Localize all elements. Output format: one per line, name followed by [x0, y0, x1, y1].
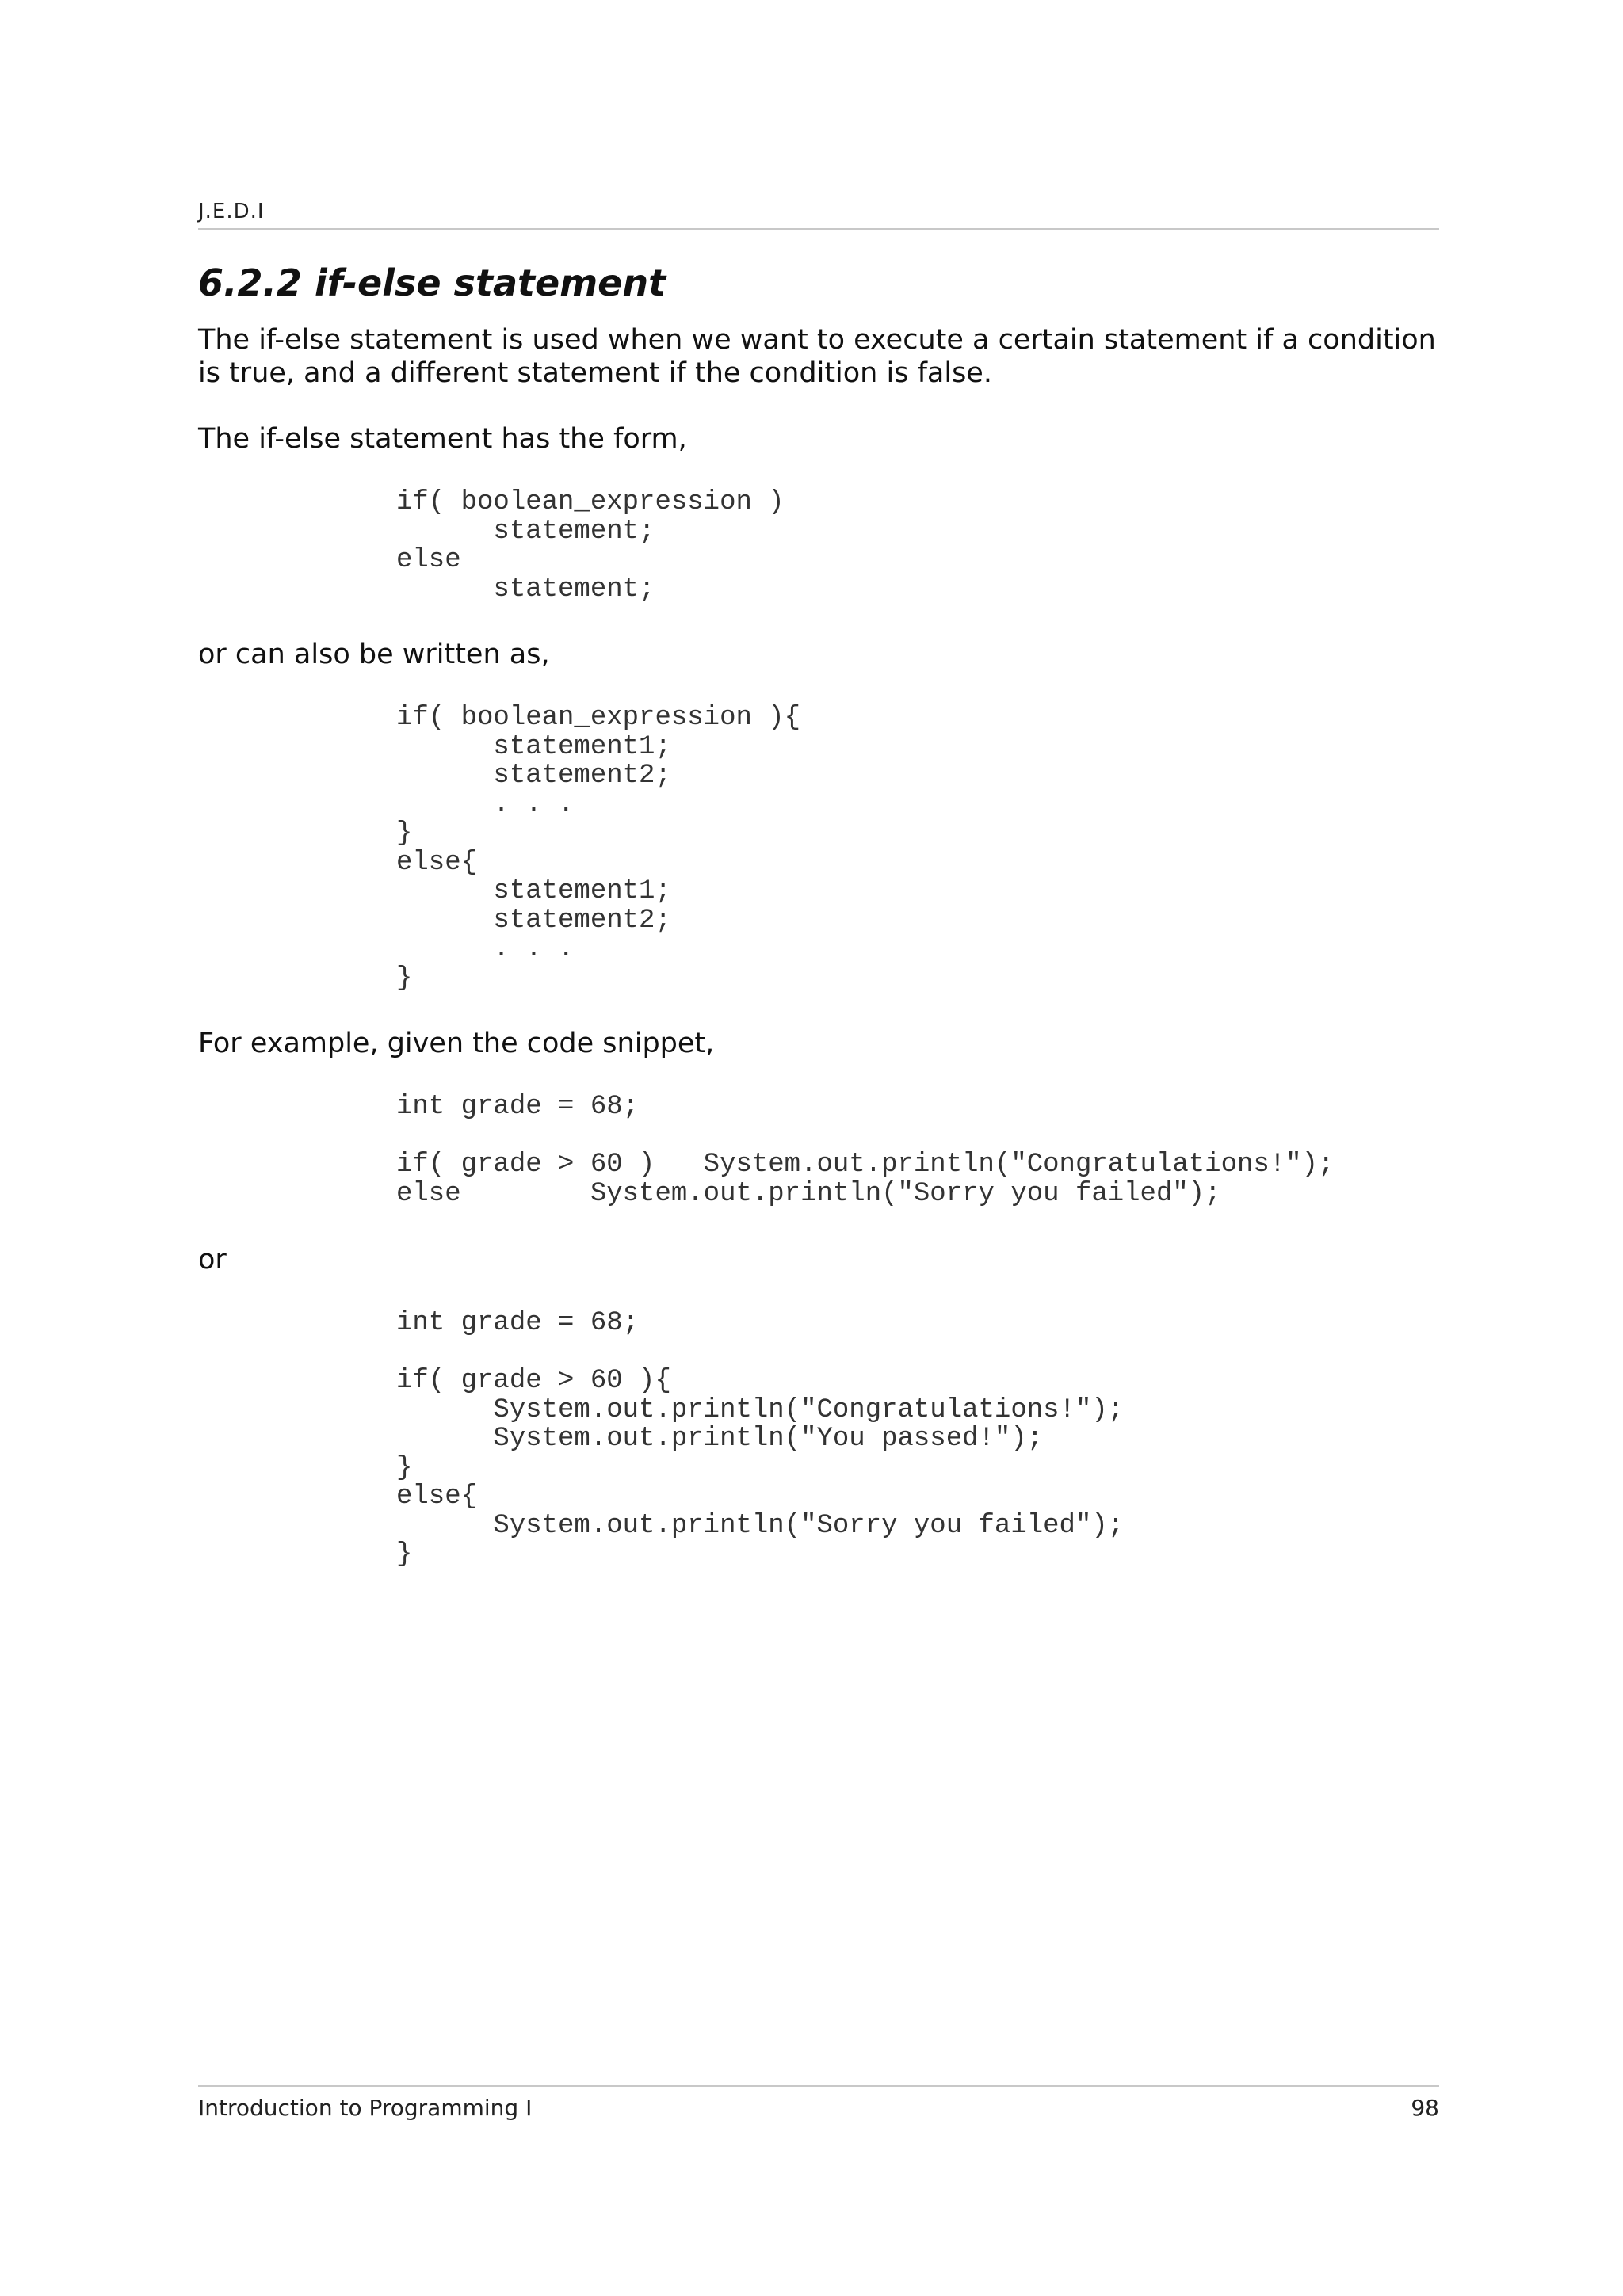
code-example-one: int grade = 68; if( grade > 60 ) System.out.println("Congratulations!"); else System.out.println("Sorry you failed");: [396, 1092, 1335, 1209]
or-paragraph: or: [198, 1244, 227, 1276]
code-form-simple: if( boolean_expression ) statement; else statement;: [396, 487, 785, 605]
page-header: [198, 196, 1439, 230]
page-footer: [198, 2085, 1439, 2126]
alt-form-paragraph: or can also be written as,: [198, 639, 550, 670]
page-number: 98: [1411, 2095, 1439, 2121]
code-form-block: if( boolean_expression ){ statement1; statement2; . . . } else{ statement1; statement2; . . . }: [396, 703, 801, 994]
example-paragraph: For example, given the code snippet,: [198, 1028, 715, 1059]
running-title: J.E.D.I: [198, 200, 265, 223]
footer-book-title: Introduction to Programming I: [198, 2095, 533, 2121]
form-paragraph: The if-else statement has the form,: [198, 423, 687, 455]
section-title: 6.2.2 if-else statement: [198, 261, 666, 304]
intro-paragraph: The if-else statement is used when we want to execute a certain statement if a condition is true, and a different statement if the condition is false.: [198, 324, 1436, 389]
code-example-two: int grade = 68; if( grade > 60 ){ System.out.println("Congratulations!"); System.out.println("You passed!"); } else{ System.out.println("Sorry you failed"); }: [396, 1308, 1125, 1569]
